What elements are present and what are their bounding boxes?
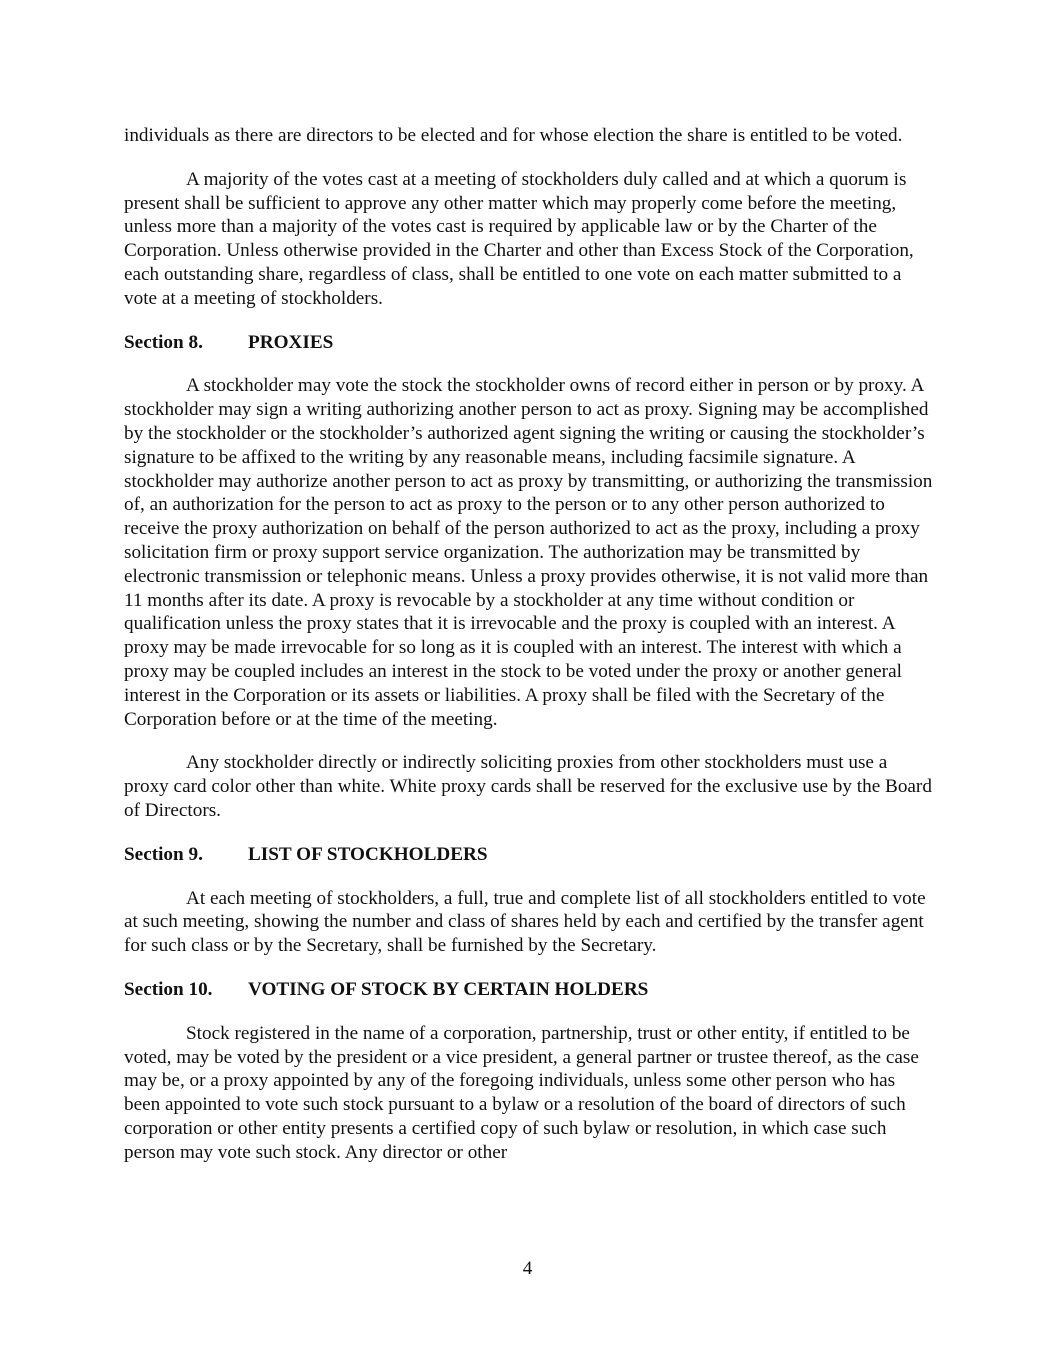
section-10-title: VOTING OF STOCK BY CERTAIN HOLDERS	[248, 978, 649, 1000]
section-9-number: Section 9.	[124, 843, 203, 865]
paragraph-proxy-card-color: Any stockholder directly or indirectly soliciting proxies from other stockholders must use a proxy card color other than white. White proxy cards shall be reserved for the exclusive use by the Board of Directors.	[124, 752, 932, 821]
paragraph-proxy-voting: A stockholder may vote the stock the stockholder owns of record either in person or by proxy. A stockholder may sign a writing authorizing another person to act as proxy. Signing may be accomplished by the stockholder or the stockholder’s authorized agent signing the writing or causing the stockholder’s signature to be affixed to the writing by any reasonable means, including facsimile signature. A stockholder may authorize another person to act as proxy by transmitting, or authorizing the transmission of, an authorization for the person to act as proxy to the person or to any other person authorized to receive the proxy authorization on behalf of the person authorized to act as the proxy, including a proxy solicitation firm or proxy support service organization. The authorization may be transmitted by electronic transmission or telephonic means. Unless a proxy provides otherwise, it is not valid more than 11 months after its date. A proxy is revocable by a stockholder at any time without condition or qualification unless the proxy states that it is irrevocable and the proxy is coupled with an interest. A proxy may be made irrevocable for so long as it is coupled with an interest. The interest with which a proxy may be coupled includes an interest in the stock to be voted under the proxy or another general interest in the Corporation or its assets or liabilities. A proxy shall be filed with the Secretary of the Corporation before or at the time of the meeting.	[124, 375, 933, 730]
section-9-title: LIST OF STOCKHOLDERS	[248, 843, 488, 865]
section-8-heading	[124, 331, 936, 355]
section-10-heading	[124, 978, 936, 1002]
section-8-number: Section 8.	[124, 331, 203, 353]
paragraph-list-of-stockholders: At each meeting of stockholders, a full, true and complete list of all stockholders entitled to vote at such meeting, showing the number and class of shares held by each and certified by the transfer agent for such class or by the Secretary, shall be furnished by the Secretary.	[124, 887, 926, 957]
section-9-heading	[124, 843, 936, 867]
page-number: 4	[522, 1258, 533, 1279]
paragraph-continuation: individuals as there are directors to be elected and for whose election the share is entitled to be voted.	[124, 125, 903, 146]
paragraph-voting-by-holders: Stock registered in the name of a corporation, partnership, trust or other entity, if entitled to be voted, may be voted by the president or a vice president, a general partner or trustee thereof, as the case may be, or a proxy appointed by any of the foregoing individuals, unless some other person who has been appointed to vote such stock pursuant to a bylaw or a resolution of the board of directors of such corporation or other entity presents a certified copy of such bylaw or resolution, in which case such person may vote such stock. Any director or other	[124, 1022, 919, 1163]
paragraph-majority-votes: A majority of the votes cast at a meeting of stockholders duly called and at which a quorum is present shall be sufficient to approve any other matter which may properly come before the meeting, unless more than a majority of the votes cast is required by applicable law or by the Charter of the Corporation. Unless otherwise provided in the Charter and other than Excess Stock of the Corporation, each outstanding share, regardless of class, shall be entitled to one vote on each matter submitted to a vote at a meeting of stockholders.	[124, 168, 914, 309]
document-page	[124, 124, 936, 1184]
section-8-title: PROXIES	[248, 331, 334, 353]
section-10-number: Section 10.	[124, 978, 213, 1000]
